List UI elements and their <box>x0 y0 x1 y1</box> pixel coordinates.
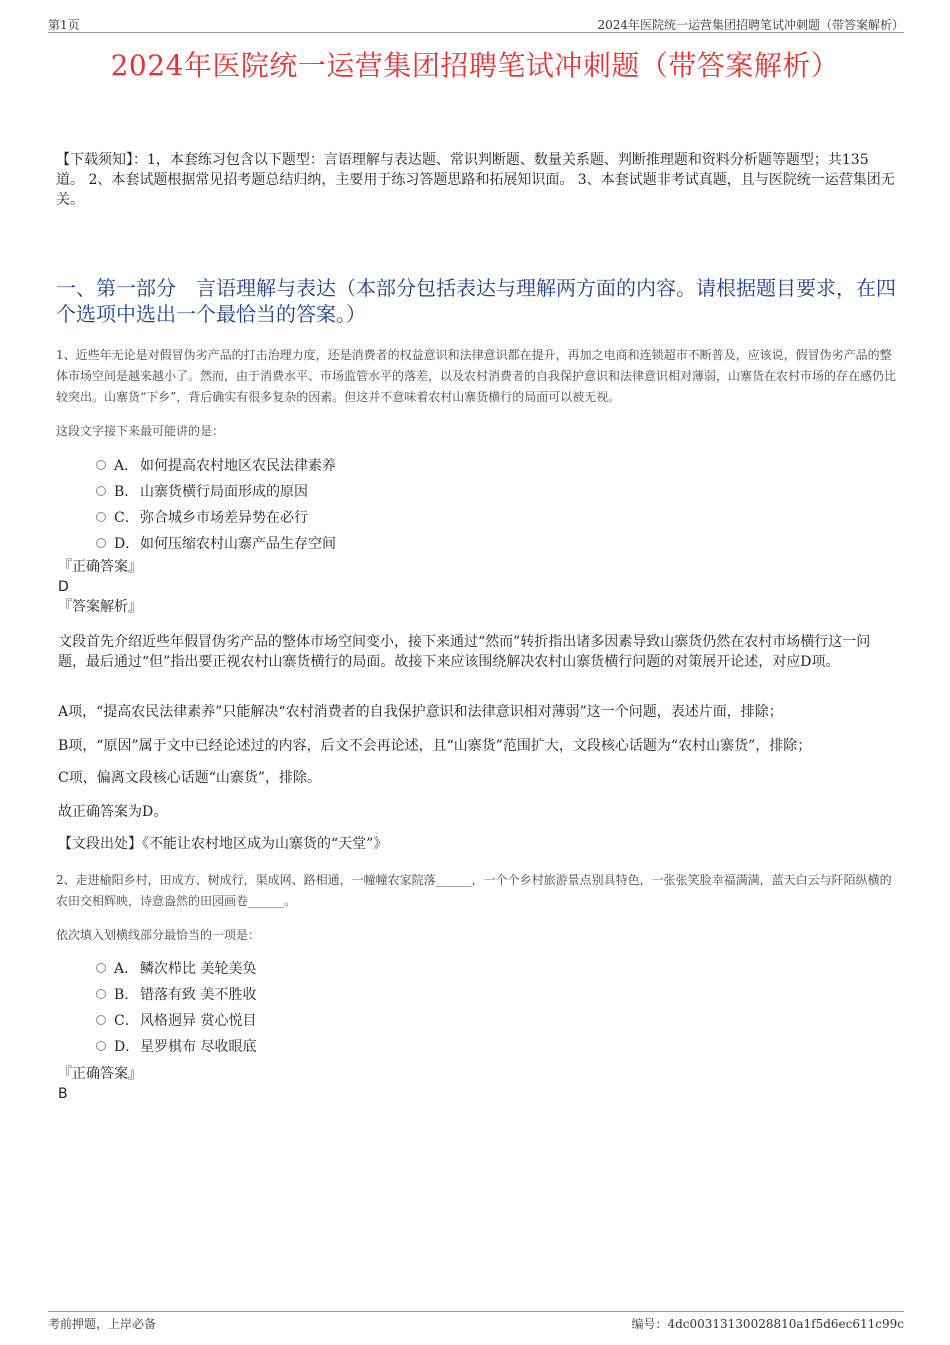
question-1-prompt: 这段文字接下来最可能讲的是： <box>56 424 225 438</box>
header-doc-title: 2024年医院统一运营集团招聘笔试冲刺题（带答案解析） <box>597 18 904 32</box>
question-1-stem: 1、近些年无论是对假冒伪劣产品的打击治理力度，还是消费者的权益意识和法律意识都在提升，再加之电商和连锁超市不断普及，应该说，假冒伪劣产品的整体市场空间是越来越小了。然而，由于消费水平、市场监管水平的落差，以及农村消费者的自我保护意识和法律意识相对薄弱，山寨货在农村市场的存在感仍比较突出。山寨货“下乡”，背后确实有很多复杂的因素。但这并不意味着农村山寨货横行的局面可以被无视。 <box>56 348 897 404</box>
option-d[interactable] <box>96 531 596 557</box>
question-2-prompt: 依次填入划横线部分最恰当的一项是： <box>56 928 261 942</box>
option-text: 山寨货横行局面形成的原因 <box>140 484 308 500</box>
answer-label: 『正确答案』 <box>58 1066 142 1082</box>
radio-icon[interactable] <box>96 1015 106 1025</box>
option-text: 鳞次栉比 美轮美奂 <box>140 961 257 977</box>
question-1-options <box>96 453 596 557</box>
radio-icon[interactable] <box>96 989 106 999</box>
radio-icon[interactable] <box>96 460 106 470</box>
option-text: 如何提高农村地区农民法律素养 <box>140 458 336 474</box>
option-text: 如何压缩农村山寨产品生存空间 <box>140 536 336 552</box>
radio-icon[interactable] <box>96 963 106 973</box>
page-header <box>48 14 904 33</box>
option-label: A． <box>114 961 139 977</box>
analysis-paragraph: C项，偏离文段核心话题“山寨货”，排除。 <box>58 770 322 786</box>
analysis-paragraph: 故正确答案为D。 <box>58 804 168 820</box>
page-number: 第1页 <box>48 18 80 32</box>
analysis-paragraph: A项，“提高农民法律素养”只能解决“农村消费者的自我保护意识和法律意识相对薄弱”这一个问题，表述片面，排除； <box>58 704 783 720</box>
footer-slogan: 考前押题，上岸必备 <box>48 1317 157 1331</box>
footer-serial: 编号：4dc00313130028810a1f5d6ec611c99c <box>631 1317 904 1331</box>
option-label: D． <box>114 1039 140 1055</box>
source-citation: 【文段出处】《不能让农村地区成为山寨货的“天堂”》 <box>58 836 388 852</box>
section-heading: 一、第一部分 言语理解与表达（本部分包括表达与理解两方面的内容。请根据题目要求，在四个选项中选出一个最恰当的答案。） <box>56 276 896 326</box>
answer-value: D <box>58 579 69 595</box>
option-text: 错落有致 美不胜收 <box>140 987 257 1003</box>
analysis-label: 『答案解析』 <box>58 599 142 615</box>
radio-icon[interactable] <box>96 1041 106 1051</box>
radio-icon[interactable] <box>96 512 106 522</box>
option-text: 风格迥异 赏心悦目 <box>140 1013 257 1029</box>
option-b[interactable] <box>96 479 596 505</box>
option-label: D． <box>114 536 140 552</box>
answer-value: B <box>58 1086 68 1102</box>
analysis-paragraph: 文段首先介绍近些年假冒伪劣产品的整体市场空间变小，接下来通过“然而”转折指出诸多因素导致山寨货仍然在农村市场横行这一问题，最后通过“但”指出要正视农村山寨货横行的局面。故接下来应该围绕解决农村山寨货横行问题的对策展开论述，对应D项。 <box>58 634 871 670</box>
option-c[interactable] <box>96 505 596 531</box>
download-notice: 【下载须知】：1，本套练习包含以下题型：言语理解与表达题、常识判断题、数量关系题、判断推理题和资料分析题等题型；共135道。 2、本套试题根据常见招考题总结归纳，主要用于练习答题思路和拓展知识面。 3、本套试题非考试真题，且与医院统一运营集团无关。 <box>56 152 895 208</box>
option-c[interactable] <box>96 1008 596 1034</box>
radio-icon[interactable] <box>96 486 106 496</box>
option-label: A． <box>114 458 139 474</box>
page-footer <box>48 1311 904 1332</box>
answer-label: 『正确答案』 <box>58 559 142 575</box>
option-label: C． <box>114 1013 139 1029</box>
option-label: B． <box>114 484 139 500</box>
question-2-stem: 2、走进榆阳乡村，田成方、树成行，渠成网、路相通，一幢幢农家院落______，一个个乡村旅游景点别具特色，一张张笑脸幸福满满，蓝天白云与阡陌纵横的农田交相辉映，诗意盎然的田园画卷______。 <box>56 873 892 908</box>
page-title: 2024年医院统一运营集团招聘笔试冲刺题（带答案解析） <box>110 49 840 82</box>
option-text: 弥合城乡市场差异势在必行 <box>140 510 308 526</box>
analysis-paragraph: B项，“原因”属于文中已经论述过的内容，后文不会再论述，且“山寨货”范围扩大，文段核心话题为“农村山寨货”，排除； <box>58 738 812 754</box>
option-a[interactable] <box>96 453 596 479</box>
option-b[interactable] <box>96 982 596 1008</box>
option-label: B． <box>114 987 139 1003</box>
option-label: C． <box>114 510 139 526</box>
option-d[interactable] <box>96 1034 596 1060</box>
option-a[interactable] <box>96 956 596 982</box>
radio-icon[interactable] <box>96 538 106 548</box>
question-2-options <box>96 956 596 1060</box>
option-text: 星罗棋布 尽收眼底 <box>140 1039 257 1055</box>
